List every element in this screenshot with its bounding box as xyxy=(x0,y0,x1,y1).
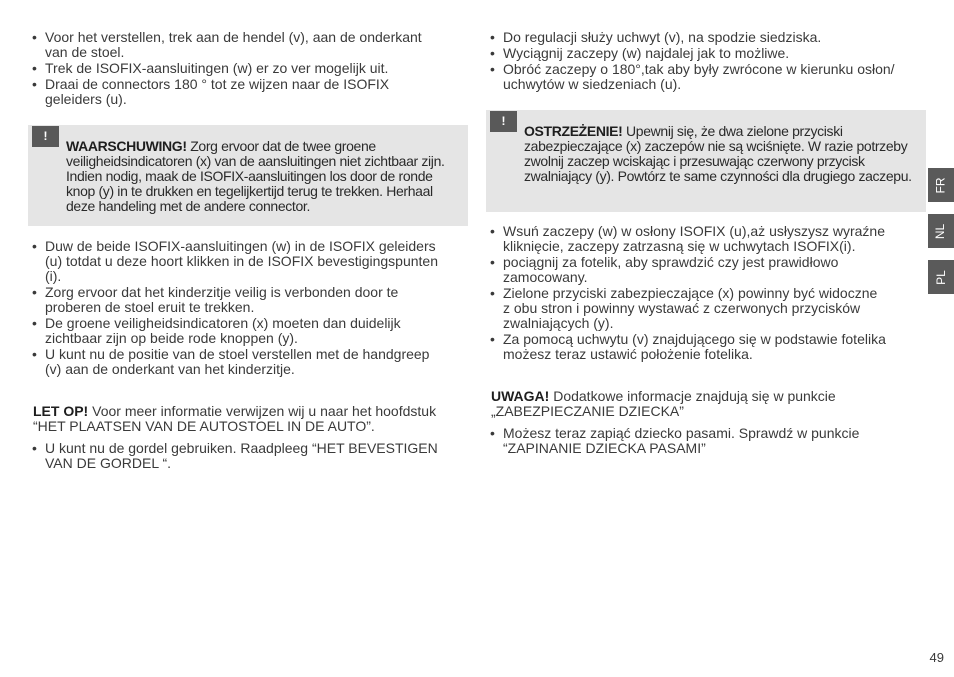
pl-warning-text xyxy=(486,110,926,196)
list-item: • Duw de beide ISOFIX-aansluitingen (w) in de ISOFIX geleiders (u) totdat u deze hoort klikken in de ISOFIX bevestigingspunten (i). xyxy=(28,239,468,284)
nl-belt-list xyxy=(28,441,468,471)
pl-connect-list xyxy=(486,224,926,362)
nl-warning-body: Zorg ervoor dat de twee groene veiligheidsindicatoren (x) van de aansluitingen niet zichtbaar zijn. Indien nodig, maak de ISOFIX-aansluitingen los door de ronde knop (y) in te drukken en tegelijkertijd terug te trekken. Herhaal deze handeling met de andere connector. xyxy=(66,138,445,214)
list-item: • Wyciągnij zaczepy (w) najdalej jak to możliwe. xyxy=(486,46,926,61)
list-item: • Zielone przyciski zabezpieczające (x) powinny być widoczne z obu stron i powinny wystawać z czerwonych przycisków zwalniających (y). xyxy=(486,286,926,331)
pl-adjust-list xyxy=(486,30,926,92)
language-tab-fr xyxy=(928,168,954,202)
list-item: • Obróć zaczepy o 180°,tak aby były zwrócone w kierunku osłon/ uchwytów w siedzeniach (u). xyxy=(486,62,926,92)
list-item: • Za pomocą uchwytu (v) znajdującego się w podstawie fotelika możesz teraz ustawić położenie fotelika. xyxy=(486,332,926,362)
list-item: • Wsuń zaczepy (w) w osłony ISOFIX (u),aż usłyszysz wyraźne kliknięcie, zaczepy zatrzasną się w uchwytach ISOFIX(i). xyxy=(486,224,926,254)
list-item: • Draai de connectors 180 ° tot ze wijzen naar de ISOFIX geleiders (u). xyxy=(28,77,468,107)
pl-warning-box xyxy=(486,110,926,212)
language-tab-nl xyxy=(928,214,954,248)
nl-warning-title: WAARSCHUWING! xyxy=(66,138,187,154)
pl-warning-body: Upewnij się, że dwa zielone przyciski zabezpieczające (x) zaczepów nie są wciśnięte. W razie potrzeby zwolnij zaczep wciskając i przesuwając czerwony przycisk zwalniający (y). Powtórz te same czynności dla drugiego zaczepu. xyxy=(524,123,912,184)
polish-column xyxy=(486,30,926,457)
page-number: 49 xyxy=(929,650,944,665)
nl-adjust-list xyxy=(28,30,468,107)
list-item: • Trek de ISOFIX-aansluitingen (w) er zo ver mogelijk uit. xyxy=(28,61,468,76)
pl-note-title: UWAGA! xyxy=(491,388,550,404)
language-tab-label: FR xyxy=(933,177,948,193)
list-item: • Możesz teraz zapiąć dziecko pasami. Sprawdź w punkcie “ZAPINANIE DZIECKA PASAMI” xyxy=(486,426,926,456)
list-item: • Voor het verstellen, trek aan de hendel (v), aan de onderkant van de stoel. xyxy=(28,30,468,60)
language-tab-label: PL xyxy=(933,269,948,285)
list-item: • De groene veiligheidsindicatoren (x) moeten dan duidelijk zichtbaar zijn op beide rode knoppen (y). xyxy=(28,316,468,346)
list-item: • Zorg ervoor dat het kinderzitje veilig is verbonden door te proberen de stoel eruit te trekken. xyxy=(28,285,468,315)
nl-note-body: Voor meer informatie verwijzen wij u naar het hoofdstuk “HET PLAATSEN VAN DE AUTOSTOEL IN DE AUTO”. xyxy=(33,403,437,434)
pl-warning-title: OSTRZEŻENIE! xyxy=(524,123,623,139)
pl-note xyxy=(491,389,926,419)
nl-connect-list xyxy=(28,239,468,377)
warning-icon: ! xyxy=(490,111,517,132)
nl-warning-text xyxy=(28,125,468,226)
list-item: • Do regulacji służy uchwyt (v), na spodzie siedziska. xyxy=(486,30,926,45)
list-item: • U kunt nu de positie van de stoel verstellen met de handgreep (v) aan de onderkant van het kinderzitje. xyxy=(28,347,468,377)
nl-note-title: LET OP! xyxy=(33,403,89,419)
dutch-column xyxy=(28,30,468,472)
nl-note xyxy=(33,404,468,434)
list-item: • pociągnij za fotelik, aby sprawdzić czy jest prawidłowo zamocowany. xyxy=(486,255,926,285)
warning-icon: ! xyxy=(32,126,59,147)
language-tab-pl xyxy=(928,260,954,294)
pl-belt-list xyxy=(486,426,926,456)
list-item: • U kunt nu de gordel gebruiken. Raadpleeg “HET BEVESTIGEN VAN DE GORDEL “. xyxy=(28,441,468,471)
language-tab-label: NL xyxy=(933,223,948,239)
pl-note-body: Dodatkowe informacje znajdują się w punkcie „ZABEZPIECZANIE DZIECKA” xyxy=(491,388,836,419)
nl-warning-box xyxy=(28,125,468,226)
